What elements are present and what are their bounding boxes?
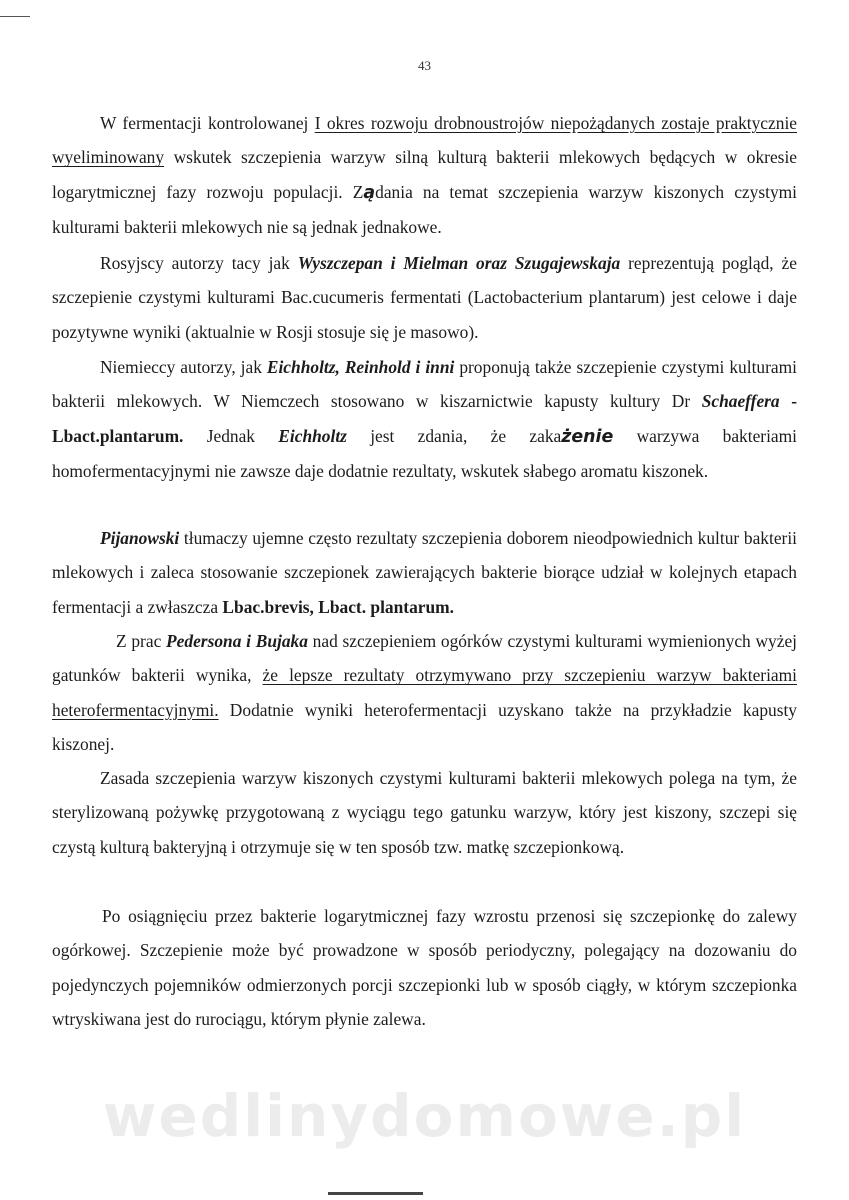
text-bold: Lbac.brevis, Lbact. plantarum.: [222, 596, 454, 617]
text-run: Jednak: [183, 425, 279, 446]
text-run: Dodatnie wyniki heterofermentacji uzyskano także na przykładzie kapusty kiszonej.: [52, 699, 797, 755]
text-run: proponują także szczepienie czystymi kulturami bakterii mlekowych. W Niemczech stosowano w kiszarnictwie kapusty kultury Dr: [52, 357, 797, 412]
paragraph-7: [52, 899, 797, 1037]
text-run: Niemieccy autorzy, jak: [100, 357, 267, 377]
text-run: Z prac: [116, 631, 167, 651]
text-run: Rosyjscy autorzy tacy jak: [100, 253, 298, 273]
text-run: wskutek szczepienia warzyw silną kulturą bakterii mlekowych będących w okresie logarytmicznej fazy rozwoju populacji. Z: [52, 147, 797, 202]
paragraph-1: [52, 106, 797, 245]
text-underline: że lepsze rezultaty otrzymywano przy szczepieniu warzyw bakteriami heterofermentacyjnymi.: [52, 665, 797, 720]
text-run: reprezentują pogląd, że szczepienie czystymi kulturami Bac.cucumeris fermentati (Lactobacterium plantarum) jest celowe i daje pozytywne wyniki (aktualnie w Rosji stosuje się je masowo).: [52, 253, 797, 342]
paragraph-2: [52, 246, 797, 349]
page-number: 43: [418, 58, 431, 73]
text-ital-bold: Pijanowski: [100, 528, 180, 548]
text-run: nad szczepieniem ogórków czystymi kulturami wymienionych wyżej gatunków bakterii wynika,: [52, 631, 798, 686]
text-underline: I okres rozwoju drobnoustrojów niepożądanych zostaje praktycznie wyeliminowany: [52, 113, 797, 168]
paragraph-5: [52, 624, 797, 762]
text-ital-bold: Schaeffera: [701, 391, 780, 412]
text-run: dania na temat szczepienia warzyw kiszonych czystymi kulturami bakterii mlekowych nie są jednak jednakowe.: [52, 181, 798, 238]
text-bold: - Lbact.plantarum.: [52, 391, 798, 446]
paragraph-3: [52, 350, 797, 489]
text-run: Zasada szczepienia warzyw kiszonych czystymi kulturami bakterii mlekowych polega na tym, że sterylizowaną pożywkę przygotowaną z wyciągu tego gatunku warzyw, który jest kiszony, szczepi się czystą kulturą bakteryjną i otrzymuje się w ten sposób tzw. matkę szczepionkową.: [52, 768, 797, 857]
text-ital-bold: Eichholtz, Reinhold i inni: [266, 357, 455, 377]
footer-rule: [328, 1192, 423, 1195]
text-run: Po osiągnięciu przez bakterie logarytmicznej fazy wzrostu przenosi się szczepionkę do zalewy ogórkowej. Szczepienie może być prowadzone w sposób periodyczny, polegający na dozowaniu do pojedynczych pojemników odmierzonych porcji szczepionki lub w sposób ciągły, w którym szczepionka wtryskiwana jest do rurociągu, którym płynie zalewa.: [52, 906, 797, 1030]
text-run: warzywa bakteriami homofermentacyjnymi nie zawsze daje dodatnie rezultaty, wskutek słabego aromatu kiszonek.: [52, 425, 797, 482]
watermark: wedlinydomowe.pl: [102, 1082, 747, 1150]
text-run: tłumaczy ujemne często rezultaty szczepienia doborem nieodpowiednich kultur bakterii mlekowych i zaleca stosowanie szczepionek zawierających bakterie biorące udział w kolejnych etapach fermentacji a zwłaszcza: [52, 528, 797, 617]
text-ital-bold: Wyszczepan i Mielman oraz Szugajewskaja: [297, 253, 621, 273]
paragraph-6: [52, 761, 797, 864]
text-hand-mark: żenie: [561, 426, 614, 447]
text-run: W fermentacji kontrolowanej: [100, 113, 315, 133]
text-ital-bold: Eichholtz: [278, 425, 347, 446]
text-hand-mark: ą: [363, 182, 376, 203]
scan-corner-mark: [0, 0, 30, 17]
paragraph-4: [52, 521, 797, 624]
text-ital-bold: Pedersona i Bujaka: [166, 631, 308, 651]
text-run: jest zdania, że zaka: [346, 425, 562, 446]
